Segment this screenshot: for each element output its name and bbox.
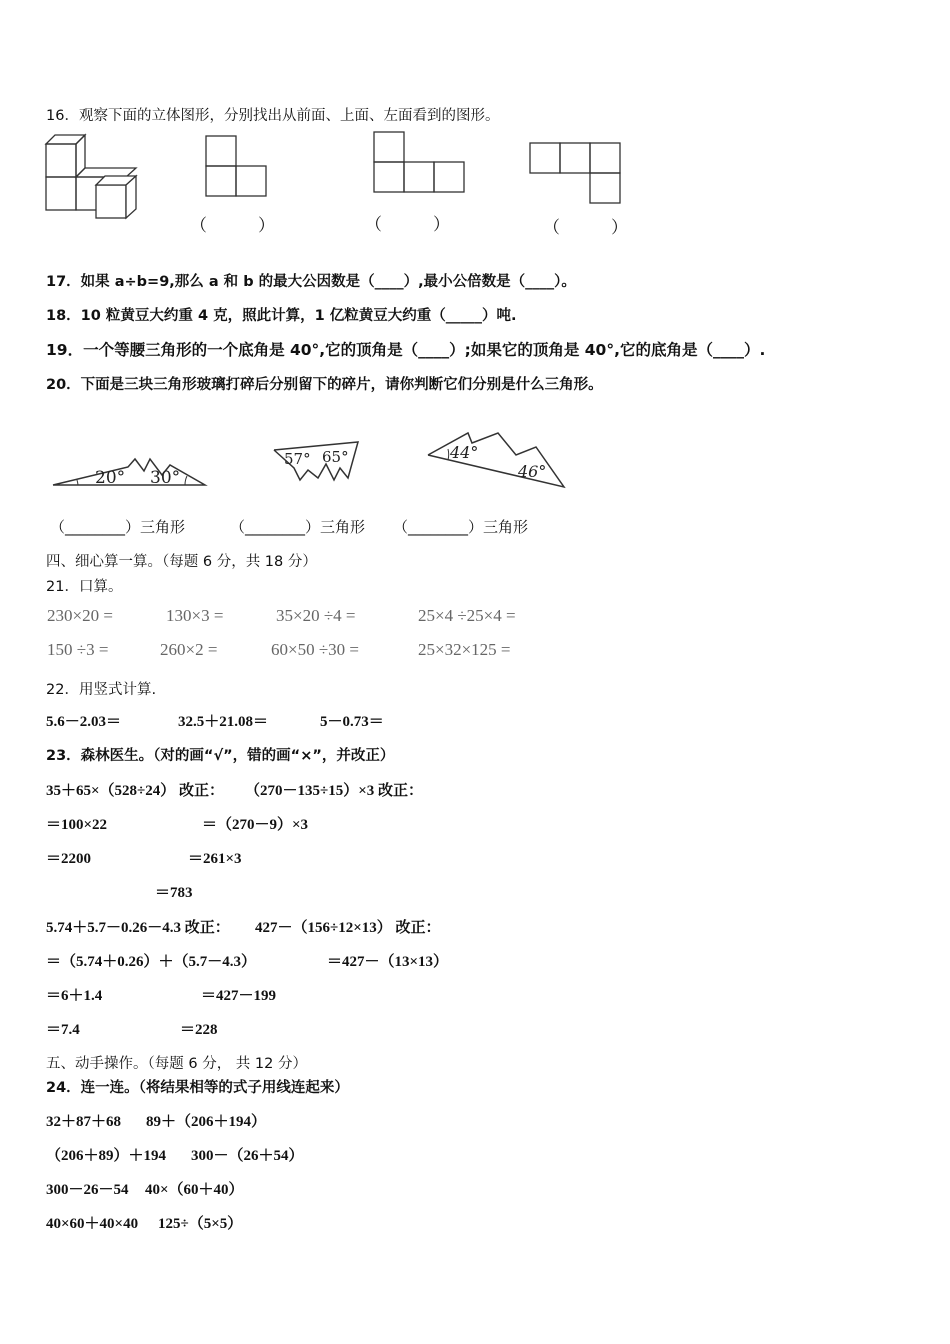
fragment-2-angle-a: 57° — [284, 450, 311, 468]
q24-left-expr[interactable]: 300－26－54 — [46, 1182, 129, 1198]
q23-line: ＝6＋1.4 — [46, 988, 103, 1004]
q16-text: 16．观察下面的立体图形，分别找出从前面、上面、左面看到的图形。 — [46, 108, 500, 124]
q23-line: （270－135÷15）×3 改正： — [245, 783, 424, 799]
q23-line: ＝（5.74＋0.26）＋（5.7－4.3） — [46, 954, 257, 970]
fragment-3-angle-b: 46° — [518, 462, 547, 481]
q23-line: ＝100×22 — [46, 817, 108, 833]
q24-left-expr[interactable]: （206＋89）＋194 — [46, 1148, 167, 1164]
q24-right-expr[interactable]: 125÷（5×5） — [158, 1216, 243, 1232]
q20-text: 20．下面是三块三角形玻璃打碎后分别留下的碎片，请你判断它们分别是什么三角形。 — [46, 377, 603, 393]
q21-calc: 150 ÷3 = — [47, 640, 109, 659]
fragment-1-angle-a: 20° — [95, 468, 126, 488]
q23-line: ＝2200 — [46, 851, 92, 867]
glass-fragment-3 — [426, 425, 568, 493]
glass-fragment-2 — [272, 440, 362, 485]
q23-line: 427－（156÷12×13） 改正： — [255, 920, 441, 936]
q21-calc: 25×32×125 = — [418, 640, 511, 659]
q22-item: 32.5＋21.08＝ — [178, 714, 269, 730]
q16-blank-a[interactable]: （ ） — [190, 216, 275, 236]
glass-fragment-1 — [50, 445, 210, 490]
q21-calc: 130×3 = — [166, 606, 224, 625]
q23-line: ＝261×3 — [188, 851, 242, 867]
q23-line: ＝427－（13×13） — [327, 954, 449, 970]
q16-blank-c[interactable]: （ ） — [543, 218, 628, 238]
q18-text: 18．10 粒黄豆大约重 4 克，照此计算，1 亿粒黄豆大约重（_____）吨. — [46, 308, 517, 324]
section4-title: 四、细心算一算。（每题 6 分，共 18 分） — [46, 554, 317, 570]
q24-label: 24．连一连。（将结果相等的式子用线连起来） — [46, 1080, 349, 1096]
q24-left-expr[interactable]: 40×60＋40×40 — [46, 1216, 139, 1232]
view-figure-b — [373, 131, 465, 193]
q23-line: ＝427－199 — [201, 988, 277, 1004]
q23-label: 23．森林医生。（对的画“√”，错的画“×”，并改正） — [46, 748, 395, 764]
q24-left-expr[interactable]: 32＋87＋68 — [46, 1114, 122, 1130]
fragment-3-angle-a: 44° — [450, 443, 479, 462]
q24-right-expr[interactable]: 300－（26＋54） — [191, 1148, 304, 1164]
q17-text: 17．如果 a÷b=9,那么 a 和 b 的最大公因数是（____）,最小公倍数是（____）。 — [46, 274, 576, 290]
q21-calc: 35×20 ÷4 = — [276, 606, 356, 625]
q22-item: 5－0.73＝ — [320, 714, 384, 730]
q23-line: ＝783 — [155, 885, 193, 901]
q24-right-expr[interactable]: 40×（60＋40） — [145, 1182, 244, 1198]
q21-calc: 260×2 = — [160, 640, 218, 659]
q23-line: 35＋65×（528÷24） 改正： — [46, 783, 225, 799]
view-figure-c — [529, 142, 621, 204]
section5-title: 五、动手操作。（每题 6 分， 共 12 分） — [46, 1056, 307, 1072]
q20-answer-3[interactable]: （________）三角形 — [393, 518, 529, 536]
q20-answer-2[interactable]: （________）三角形 — [230, 518, 366, 536]
q21-calc: 25×4 ÷25×4 = — [418, 606, 516, 625]
q21-label: 21．口算。 — [46, 579, 123, 595]
q24-right-expr[interactable]: 89＋（206＋194） — [146, 1114, 267, 1130]
q23-line: ＝228 — [180, 1022, 218, 1038]
q23-line: ＝（270－9）×3 — [202, 817, 309, 833]
q22-label: 22．用竖式计算. — [46, 682, 157, 698]
fragment-2-angle-b: 65° — [322, 448, 349, 466]
q16-blank-b[interactable]: （ ） — [365, 215, 450, 235]
q22-item: 5.6－2.03＝ — [46, 714, 122, 730]
cube-solid-figure — [40, 130, 150, 225]
q19-text: 19．一个等腰三角形的一个底角是 40°,它的顶角是（____）;如果它的顶角是 40°,它的底角是（____）. — [46, 341, 766, 359]
fragment-1-angle-b: 30° — [150, 468, 181, 488]
q20-answer-1[interactable]: （________）三角形 — [50, 518, 186, 536]
q23-line: ＝7.4 — [46, 1022, 80, 1038]
q21-calc: 230×20 = — [47, 606, 113, 625]
q21-calc: 60×50 ÷30 = — [271, 640, 360, 659]
q23-line: 5.74＋5.7－0.26－4.3 改正： — [46, 920, 230, 936]
view-figure-a — [205, 135, 270, 197]
